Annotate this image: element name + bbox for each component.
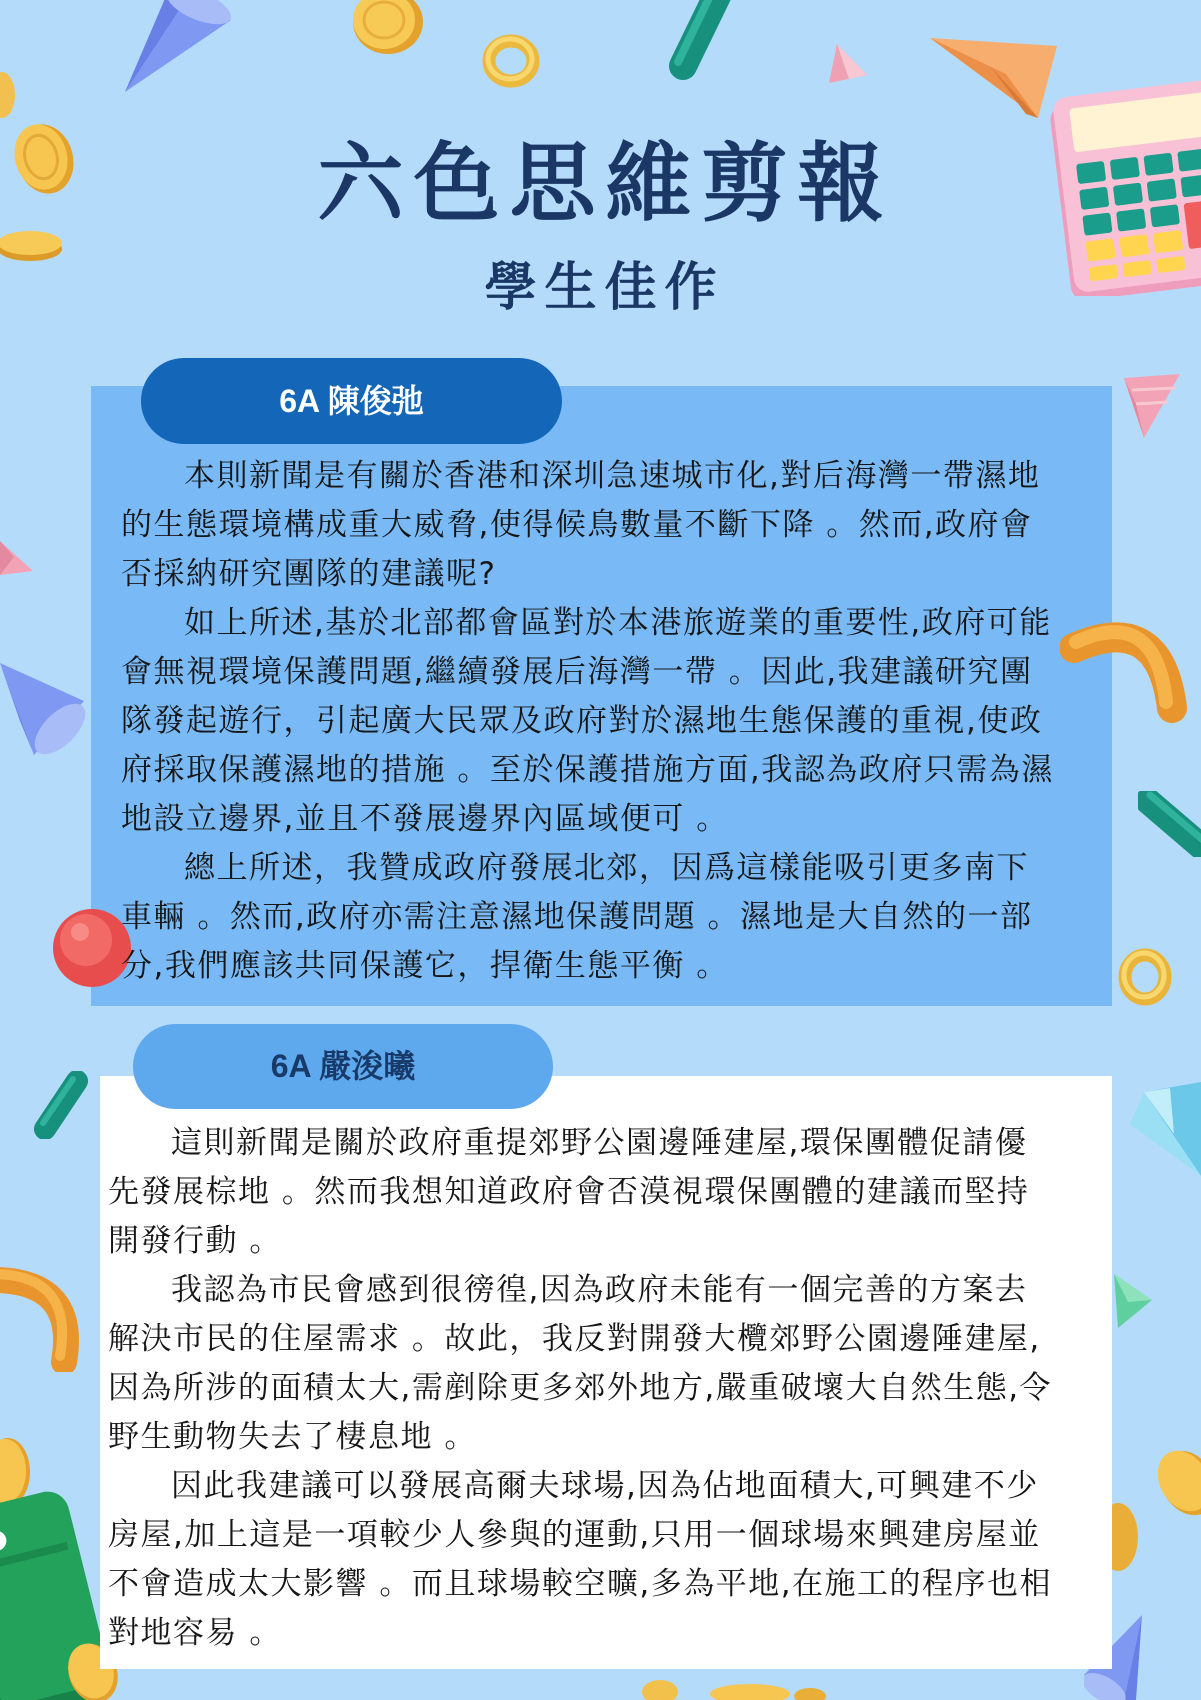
text-line: 因為所涉的面積太大,需剷除更多郊外地方,嚴重破壞大自然生態,令	[108, 1370, 1053, 1406]
coin-icon	[640, 1670, 830, 1700]
text-line: 否採納研究團隊的建議呢?	[121, 556, 497, 592]
arc-icon	[0, 1266, 85, 1372]
text-line: 我認為市民會感到很徬徨,因為政府未能有一個完善的方案去	[171, 1272, 1028, 1308]
cone-icon	[0, 661, 88, 758]
essay-paragraph	[108, 1462, 1106, 1658]
essay-body	[121, 452, 1106, 997]
author-name: 6A 嚴浚曦	[270, 1048, 416, 1084]
poster-subtitle: 學生佳作	[484, 258, 725, 318]
ring-icon	[1117, 948, 1174, 1007]
text-line: 先發展棕地 。然而我想知道政府會否漠視環保團體的建議而堅持	[108, 1174, 1030, 1210]
text-line: 分,我們應該共同保護它，捍衛生態平衡 。	[121, 948, 729, 984]
text-line: 野生動物失去了棲息地 。	[108, 1419, 477, 1455]
text-line: 解決市民的住屋需求 。故此，我反對開發大欖郊野公園邊陲建屋,	[108, 1321, 1041, 1357]
essay-body	[108, 1119, 1106, 1664]
pyramid-icon	[1122, 374, 1182, 440]
cylinder-icon	[33, 1071, 90, 1139]
text-line: 地設立邊界,並且不發展邊界內區域便可 。	[121, 801, 729, 837]
diamond-icon	[1130, 1082, 1201, 1177]
text-line: 車輛 。然而,政府亦需注意濕地保護問題 。濕地是大自然的一部	[121, 899, 1033, 935]
author-tag	[141, 358, 562, 444]
pyramid-icon	[0, 537, 34, 576]
poster-title: 六色思維剪報	[317, 134, 894, 234]
coin-icon	[349, 0, 424, 57]
essay-paragraph	[121, 844, 1106, 991]
text-line: 這則新聞是關於政府重提郊野公園邊陲建屋,環保團體促請優	[171, 1125, 1028, 1161]
ring-icon	[481, 33, 541, 89]
text-line: 會無視環境保護問題,繼續發展后海灣一帶 。因此,我建議研究團	[121, 654, 1033, 690]
pyramid-icon	[827, 43, 868, 84]
coin-icon	[1112, 1501, 1140, 1573]
author-tag	[133, 1024, 553, 1109]
text-line: 的生態環境構成重大威脅,使得候鳥數量不斷下降 。然而,政府會	[121, 507, 1033, 543]
coin-icon	[1154, 1447, 1201, 1519]
text-line: 如上所述,基於北部都會區對於本港旅遊業的重要性,政府可能	[184, 605, 1052, 641]
essay-paragraph	[121, 599, 1106, 844]
cone-icon	[117, 0, 231, 96]
essay-paragraph	[108, 1266, 1106, 1462]
text-line: 不會造成太大影響 。而且球場較空曠,多為平地,在施工的程序也相	[108, 1566, 1053, 1602]
text-line: 總上所述，我贊成政府發展北郊，因爲這樣能吸引更多南下	[184, 850, 1029, 886]
text-line: 對地容易 。	[108, 1615, 282, 1651]
cylinder-icon	[1138, 791, 1201, 857]
essay-paragraph	[121, 452, 1106, 599]
text-line: 本則新聞是有關於香港和深圳急速城市化,對后海灣一帶濕地	[184, 458, 1041, 494]
cylinder-icon	[663, 0, 733, 82]
text-line: 府採取保護濕地的措施 。至於保護措施方面,我認為政府只需為濕	[121, 752, 1054, 788]
text-line: 隊發起遊行，引起廣大民眾及政府對於濕地生態保護的重視,使政	[121, 703, 1043, 739]
text-line: 開發行動 。	[108, 1223, 282, 1259]
text-line: 因此我建議可以發展高爾夫球場,因為佔地面積大,可興建不少	[171, 1468, 1039, 1504]
essay-paragraph	[108, 1119, 1106, 1266]
author-name: 6A 陳俊弛	[279, 383, 424, 419]
text-line: 房屋,加上這是一項較少人參與的運動,只用一個球場來興建房屋並	[108, 1517, 1041, 1553]
cone-icon	[1114, 1274, 1152, 1329]
paper-plane-icon	[930, 38, 1058, 120]
coin-icon	[0, 70, 16, 120]
